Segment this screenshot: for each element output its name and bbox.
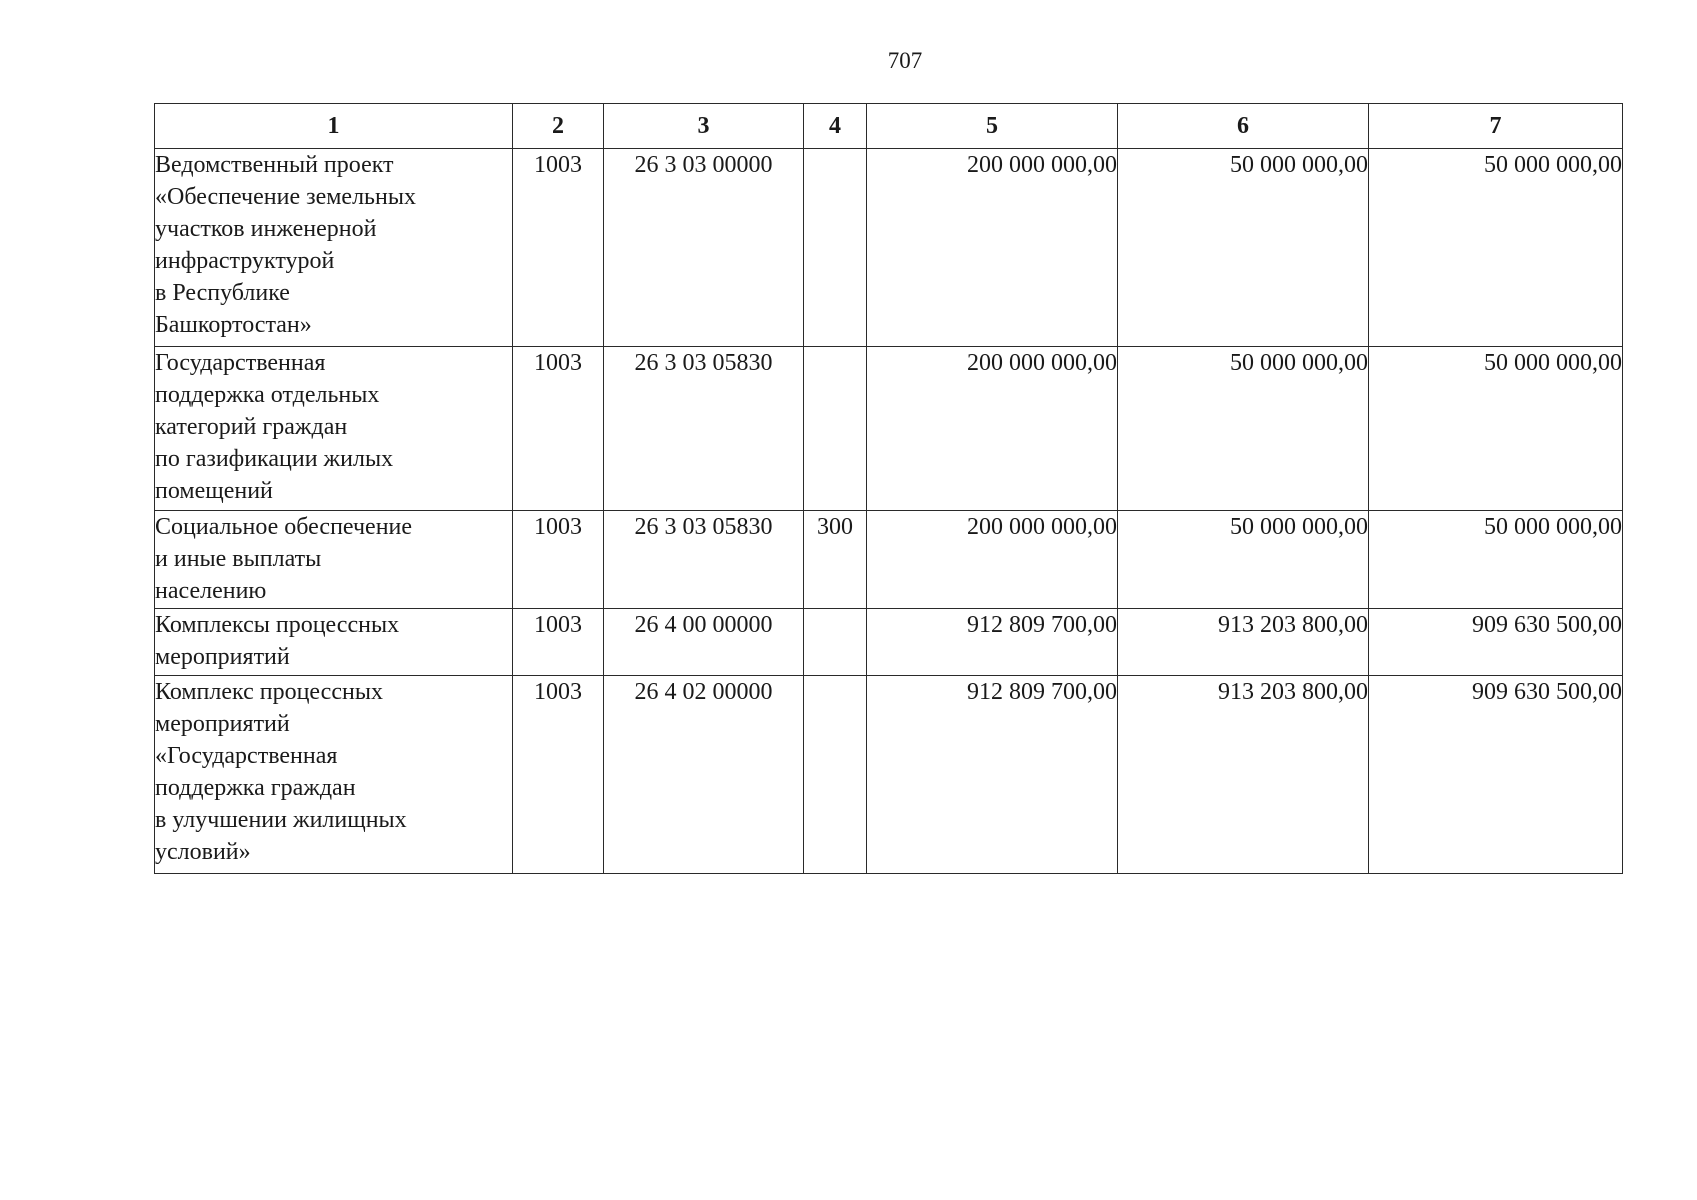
section-code-cell: 1003 [513,511,604,609]
amount-cell-6: 913 203 800,00 [1118,609,1369,676]
table-row [155,609,1623,676]
amount-cell-7: 50 000 000,00 [1369,511,1623,609]
page-number: 707 [887,48,923,73]
expense-type-cell: 300 [804,511,867,609]
amount-cell-5: 912 809 700,00 [867,609,1118,676]
row-name-line: «Государственная [155,743,338,769]
table-row [155,347,1623,511]
budget-table [154,103,1623,874]
column-header-7: 7 [1369,104,1623,149]
amount-cell-6: 913 203 800,00 [1118,676,1369,874]
amount-cell-6: 50 000 000,00 [1118,347,1369,511]
row-name-cell [155,149,513,347]
row-name-line: условий» [155,839,251,865]
row-name-line: категорий граждан [155,414,348,440]
row-name-cell [155,347,513,511]
column-header-3: 3 [604,104,804,149]
row-name-cell [155,511,513,609]
amount-cell-5: 200 000 000,00 [867,347,1118,511]
column-header-6: 6 [1118,104,1369,149]
row-name-line: Комплексы процессных [155,612,400,638]
column-header-5: 5 [867,104,1118,149]
amount-cell-5: 200 000 000,00 [867,149,1118,347]
amount-cell-5: 200 000 000,00 [867,511,1118,609]
row-name-line: «Обеспечение земельных [155,184,416,210]
row-name-line: Ведомственный проект [155,152,394,178]
row-name-line: мероприятий [155,711,290,737]
row-name-cell [155,676,513,874]
amount-cell-7: 909 630 500,00 [1369,676,1623,874]
section-code-cell: 1003 [513,347,604,511]
expense-type-cell [804,609,867,676]
column-header-1: 1 [155,104,513,149]
target-code-cell: 26 3 03 00000 [604,149,804,347]
amount-cell-7: 50 000 000,00 [1369,149,1623,347]
expense-type-cell [804,676,867,874]
row-name-line: поддержка отдельных [155,382,380,408]
target-code-cell: 26 4 00 00000 [604,609,804,676]
row-name-line: в Республике [155,280,290,306]
column-header-2: 2 [513,104,604,149]
row-name-line: населению [155,578,267,604]
table-row [155,511,1623,609]
column-header-4: 4 [804,104,867,149]
amount-cell-6: 50 000 000,00 [1118,149,1369,347]
row-name-line: участков инженерной [155,216,377,242]
expense-type-cell [804,347,867,511]
row-name-cell [155,609,513,676]
target-code-cell: 26 3 03 05830 [604,511,804,609]
row-name-line: мероприятий [155,644,290,670]
section-code-cell: 1003 [513,149,604,347]
target-code-cell: 26 3 03 05830 [604,347,804,511]
table-row [155,149,1623,347]
row-name-line: и иные выплаты [155,546,322,572]
table-row [155,676,1623,874]
row-name-line: поддержка граждан [155,775,356,801]
header-row [155,104,1623,149]
section-code-cell: 1003 [513,609,604,676]
amount-cell-7: 909 630 500,00 [1369,609,1623,676]
row-name-line: помещений [155,478,273,504]
row-name-line: Башкортостан» [155,312,312,338]
row-name-line: по газификации жилых [155,446,394,472]
expense-type-cell [804,149,867,347]
amount-cell-7: 50 000 000,00 [1369,347,1623,511]
amount-cell-5: 912 809 700,00 [867,676,1118,874]
target-code-cell: 26 4 02 00000 [604,676,804,874]
row-name-line: в улучшении жилищных [155,807,407,833]
row-name-line: Социальное обеспечение [155,514,413,540]
row-name-line: Государственная [155,350,326,376]
section-code-cell: 1003 [513,676,604,874]
row-name-line: Комплекс процессных [155,679,383,705]
row-name-line: инфраструктурой [155,248,335,274]
amount-cell-6: 50 000 000,00 [1118,511,1369,609]
